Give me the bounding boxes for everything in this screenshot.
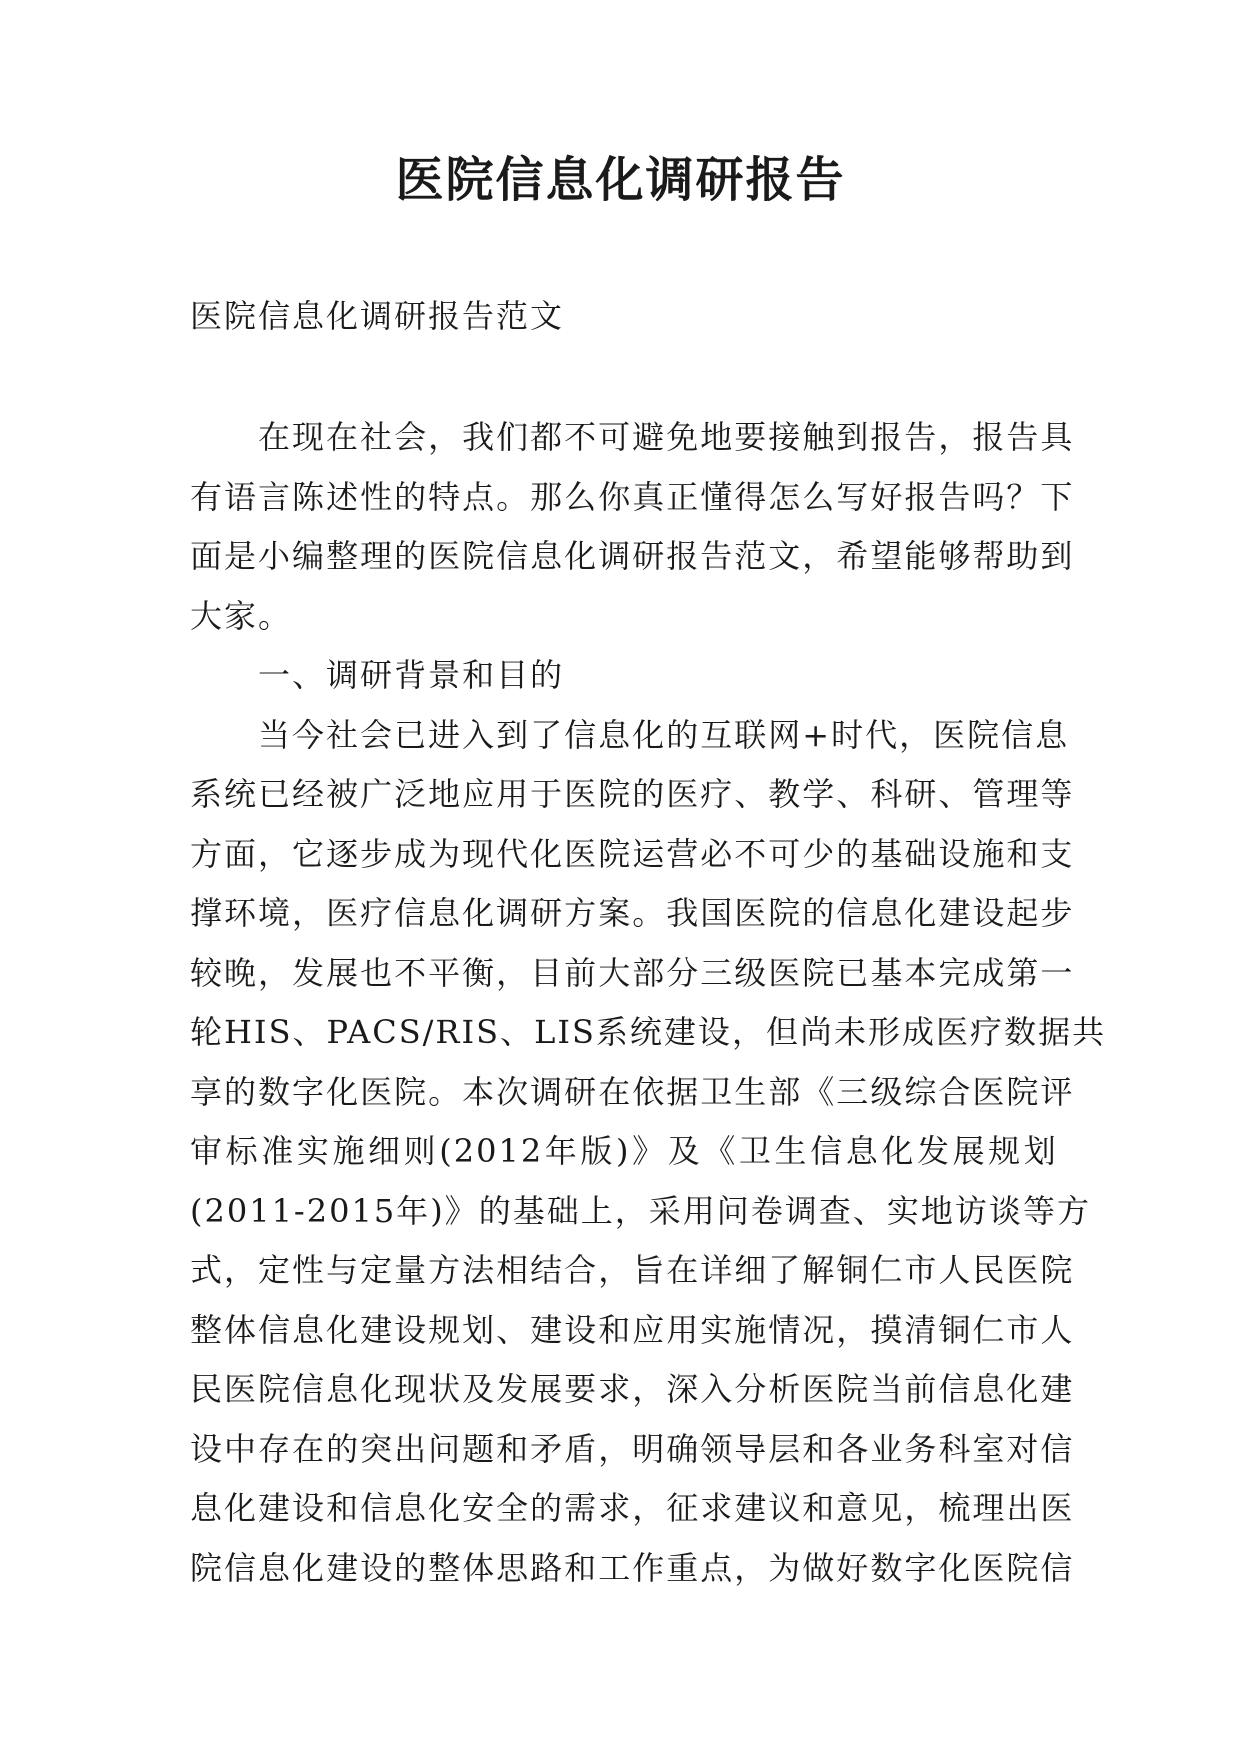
paragraph-line: 轮 HIS 、 PACS/RIS 、 LIS 系 统 建 设 ， 但 尚 未 形 成 医 疗 数 据 共 <box>190 1013 1107 1051</box>
paragraph-line: (2011-2015 年 ) 》 的 基 础 上 ， 采 用 问 卷 调 查 、 实 地 访 谈 等 方 <box>190 1191 1091 1230</box>
paragraph-line: 整 体 信 息 化 建 设 规 划 、 建 设 和 应 用 实 施 情 况 ， 摸 清 铜 仁 市 人 <box>190 1310 1075 1349</box>
paragraph-line: 民 医 院 信 息 化 现 状 及 发 展 要 求 ， 深 入 分 析 医 院 当 前 信 息 化 建 <box>190 1370 1075 1408</box>
paragraph-line: 式 ， 定 性 与 定 量 方 法 相 结 合 ， 旨 在 详 细 了 解 铜 仁 市 人 民 医 院 <box>190 1251 1075 1289</box>
document-subtitle: 医院信息化调研报告范文 <box>190 297 565 335</box>
paragraph-line: 系 统 已 经 被 广 泛 地 应 用 于 医 院 的 医 疗 、 教 学 、 科 研 、 管 理 等 <box>190 775 1075 813</box>
paragraph-line: 审 标 准 实 施 细 则 (2012 年 版 ) 》 及 《 卫 生 信 息 化 发 展 规 划 <box>190 1132 1058 1170</box>
paragraph-line: 享 的 数 字 化 医 院 。 本 次 调 研 在 依 据 卫 生 部 《 三 级 综 合 医 院 评 <box>190 1072 1075 1111</box>
paragraph-line: 较 晚 ， 发 展 也 不 平 衡 ， 目 前 大 部 分 三 级 医 院 已 基 本 完 成 第 一 <box>190 953 1075 992</box>
paragraph-line: 大 家 。 <box>190 596 293 635</box>
document-title: 医院信息化调研报告 <box>395 152 846 208</box>
paragraph-line: 面 是 小 编 整 理 的 医 院 信 息 化 调 研 报 告 范 文 ， 希 望 能 够 帮 助 到 <box>190 537 1075 575</box>
paragraph-line: 撑 环 境 ， 医 疗 信 息 化 调 研 方 案 。 我 国 医 院 的 信 息 化 建 设 起 步 <box>190 894 1075 932</box>
paragraph-line: 当 今 社 会 已 进 入 到 了 信 息 化 的 互 联 网 + 时 代 ， 医 院 信 息 <box>258 715 1070 754</box>
paragraph-line: 有 语 言 陈 述 性 的 特 点 。 那 么 你 真 正 懂 得 怎 么 写 好 报 告 吗 ？ 下 <box>190 477 1075 516</box>
paragraph-line: 息 化 建 设 和 信 息 化 安 全 的 需 求 ， 征 求 建 议 和 意 见 ， 梳 理 出 医 <box>190 1489 1075 1527</box>
paragraph-line: 在 现 在 社 会 ， 我 们 都 不 可 避 免 地 要 接 触 到 报 告 ， 报 告 具 <box>258 418 1075 456</box>
document-body <box>190 408 1107 1598</box>
paragraph-line: 院 信 息 化 建 设 的 整 体 思 路 和 工 作 重 点 ， 为 做 好 数 字 化 医 院 信 <box>190 1548 1075 1587</box>
paragraph-line: 设 中 存 在 的 突 出 问 题 和 矛 盾 ， 明 确 领 导 层 和 各 业 务 科 室 对 信 <box>190 1429 1075 1468</box>
paragraph-line: 方 面 ， 它 逐 步 成 为 现 代 化 医 院 运 营 必 不 可 少 的 基 础 设 施 和 支 <box>190 834 1075 873</box>
paragraph-line: 一 、 调 研 背 景 和 目 的 <box>258 656 565 694</box>
